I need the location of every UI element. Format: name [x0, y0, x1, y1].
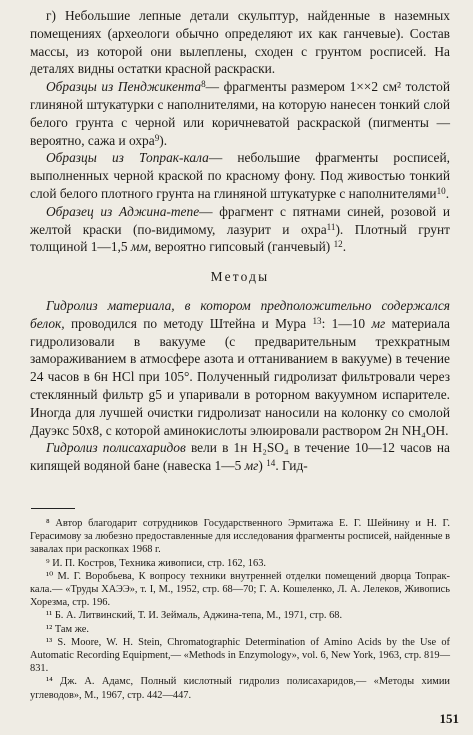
footnote-12: ¹² Там же. [46, 623, 89, 635]
footnote-ref: 9 [154, 132, 160, 143]
footnote-9: ⁹ И. П. Костров, Техника живописи, стр. 162, 163. [46, 557, 266, 569]
unit: мг [244, 458, 259, 474]
unit: мг [371, 315, 386, 331]
paragraph-polysaccharide-hydrolysis: Гидролиз полисахаридов вели в 1н H₂SO₄ в течение 10—12 часов на кипящей водяной бане (навеска 1—5 мг) $^{14}$. Гид- [30, 440, 450, 474]
footnote-ref: 8 [201, 79, 206, 90]
paragraph-protein-hydrolysis: Гидролиз материала, в котором предположительно содержался белок, проводился по методу Штейна и Мура $^{13}$: 1—10 мг материала гидролизовали в вакууме (с предварительным трехкратным замораживанием в атмосфере азота и оттаниванием в вакууме) в течение 24 часов в 6н HCl при 105°. Полученный гидролизат фильтровали через стеклянный фильтр g5 и упаривали в роторном вакуумном испарителе. Иногда для лучшей очистки гидролизат наносили на колонку со смолой Дауэкс 50x8, с которой аминокислоты элюировали раствором 2н NH₄OH. [30, 297, 450, 438]
italic-lead: Образец из Аджина-тепе [46, 203, 200, 219]
paragraph-sculpture: г) Небольшие лепные детали скульптур, найденные в наземных помещениях (археологи обычно определяют их как ганчевые). Состав массы, из которой они вылеплены, сходен с грунтом росписей. На деталях видны остатки красной раскраски. [30, 8, 450, 77]
italic-lead: Гидролиз полисахаридов [46, 440, 186, 456]
paragraph-toprak-kala: Образцы из Топрак-кала— небольшие фрагменты росписей, выполненных черной краской по красному фону. Под живостью тонкий слой белого плотного грунта на глиняной штукатурке с наполнителями$^{10}$. [30, 150, 450, 201]
main-text [30, 7, 450, 475]
footnote-ref: 12 [333, 239, 343, 250]
footnote-8: ⁸ Автор благодарит сотрудников Государственного Эрмитажа Е. Г. Шейнину и Н. Г. Герасимову за любезно предоставленные для исследования фрагменты росписей, найденные в завалах при раскопках 1968 г. [30, 518, 450, 556]
footnote-ref: 14 [266, 458, 276, 469]
italic-lead: Образцы из Пенджикента [46, 79, 202, 95]
footnote-11: ¹¹ Б. А. Литвинский, Т. И. Зеймаль, Аджина-тепа, М., 1971, стр. 68. [46, 610, 343, 622]
footnote-10: ¹⁰ М. Г. Воробьева, К вопросу техники внутренней отделки помещений дворца Топрак-кала.— «Труды ХАЭЭ», т. I, М., 1952, стр. 68—70; Г. А. Кошеленко, Л. А. Лелеков, Живопись Хорезма, стр. 196. [30, 570, 450, 609]
paragraph-adzhina-tepe: Образец из Аджина-тепе— фрагмент с пятнами синей, розовой и желтой краски (по-видимому, лазурит и охра$^{11}$). Плотный грунт толщиной 1—1,5 мм, вероятно гипсовый (ганчевый) $^{12}$. [30, 203, 451, 255]
footnotes [30, 517, 450, 702]
footnote-14: ¹⁴ Дж. А. Адамс, Полный кислотный гидролиз полисахаридов,— «Методы химии углеводов», М., 1967, стр. 442—447. [30, 676, 450, 701]
unit: мм [130, 239, 149, 255]
italic-lead: Образцы из Топрак-кала [46, 150, 209, 166]
page-number: 151 [439, 711, 459, 726]
footnote-13: ¹³ S. Moore, W. H. Stein, Chromatographic Determination of Amino Acids by the Use of Automatic Recording Equipment,— «Methods in Enzymology», vol. 6, New York, 1963, стр. 819—831. [30, 636, 450, 675]
paragraph-penjikent: Образцы из Пенджикента$^8$— фрагменты размером 1××2 см² толстой глиняной штукатурки с наполнителями, на которую нанесен тонкий слой белого грунта с черной или коричневатой раскраской (пигменты — вероятно, сажа и охра$^9$). [30, 79, 450, 148]
footnote-ref: 10 [436, 185, 446, 196]
footnote-separator [31, 508, 75, 509]
italic-lead: Гидролиз материала, в котором предположительно содержался белок, [30, 297, 450, 331]
footnote-ref: 11 [326, 221, 336, 232]
section-heading: Методы [210, 269, 270, 285]
footnote-ref: 13 [312, 315, 322, 326]
